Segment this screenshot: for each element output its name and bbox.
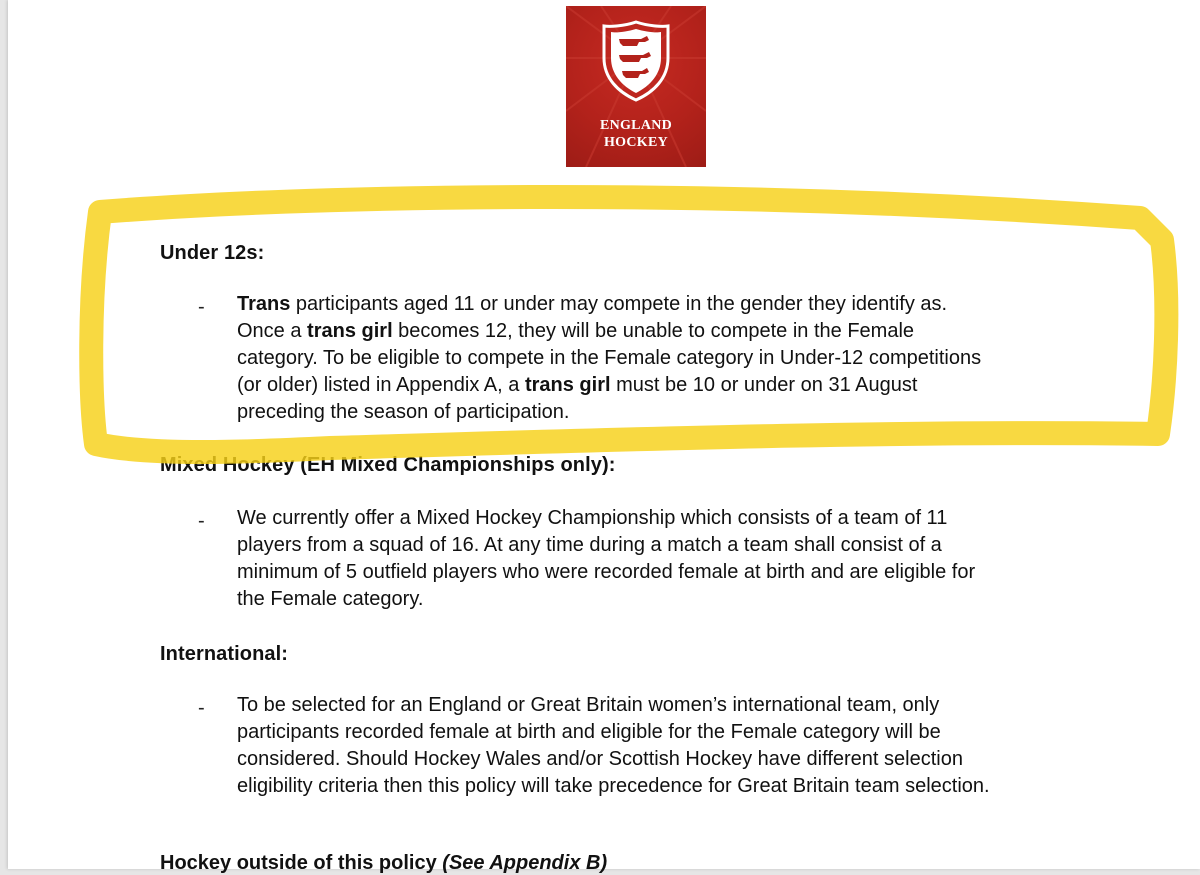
document-page <box>8 0 1200 874</box>
text-run: eligibility criteria then this policy will take precedence for Great Britain team selection. <box>237 775 990 797</box>
heading-outside-policy <box>160 852 607 875</box>
bullet-dash: - <box>198 697 205 719</box>
text-run: category. To be eligible to compete in the Female category in Under-12 competitions <box>237 347 982 369</box>
heading-outside-policy-italic: (See Appendix B) <box>442 852 608 874</box>
text-run: participants recorded female at birth and eligible for the Female category will be <box>237 721 941 743</box>
text-run: becomes 12, they will be unable to compete in the Female <box>392 320 915 342</box>
bold-text: Trans <box>237 293 291 315</box>
text-run: players from a squad of 16. At any time during a match a team shall consist of a <box>237 534 942 556</box>
paragraph-line <box>237 692 1137 719</box>
text-run: (or older) listed in Appendix A, a <box>237 374 525 396</box>
bullet-dash: - <box>198 296 205 318</box>
heading-under-12s: Under 12s: <box>160 242 265 264</box>
text-run: participants aged 11 or under may compete in the gender they identify as. <box>290 293 948 315</box>
paragraph-line <box>237 559 1137 586</box>
logo-text-line2: HOCKEY <box>603 135 669 150</box>
paragraph-line <box>237 372 1137 399</box>
paragraph-line <box>237 719 1137 746</box>
text-run: the Female category. <box>237 588 424 610</box>
bullet-dash: - <box>198 510 205 532</box>
paragraph-line <box>237 318 1137 345</box>
text-run: preceding the season of participation. <box>237 401 570 423</box>
heading-mixed-hockey: Mixed Hockey (EH Mixed Championships only): <box>160 454 616 476</box>
paragraph-line <box>237 586 1137 613</box>
paragraph-line <box>237 505 1137 532</box>
paragraph-line <box>237 399 1137 426</box>
heading-outside-policy-text: Hockey outside of this policy <box>160 852 443 874</box>
text-run: minimum of 5 outfield players who were recorded female at birth and are eligible for <box>237 561 976 583</box>
paragraph-under-12s <box>237 291 1137 426</box>
logo-text-line1: ENGLAND <box>599 118 673 133</box>
paragraph-line <box>237 746 1137 773</box>
paragraph-line <box>237 291 1137 318</box>
heading-international: International: <box>160 643 289 665</box>
text-run: To be selected for an England or Great Britain women’s international team, only <box>237 694 940 716</box>
paragraph-international <box>237 692 1137 800</box>
text-run: Once a <box>237 320 308 342</box>
text-run: We currently offer a Mixed Hockey Championship which consists of a team of 11 <box>237 507 948 529</box>
text-run: must be 10 or under on 31 August <box>610 374 918 396</box>
text-run: considered. Should Hockey Wales and/or Scottish Hockey have different selection <box>237 748 963 770</box>
bold-text: trans girl <box>524 374 611 396</box>
bold-text: trans girl <box>307 320 393 342</box>
paragraph-line <box>237 345 1137 372</box>
paragraph-mixed-hockey <box>237 505 1137 613</box>
paragraph-line <box>237 773 1137 800</box>
england-hockey-logo <box>566 6 706 167</box>
paragraph-line <box>237 532 1137 559</box>
